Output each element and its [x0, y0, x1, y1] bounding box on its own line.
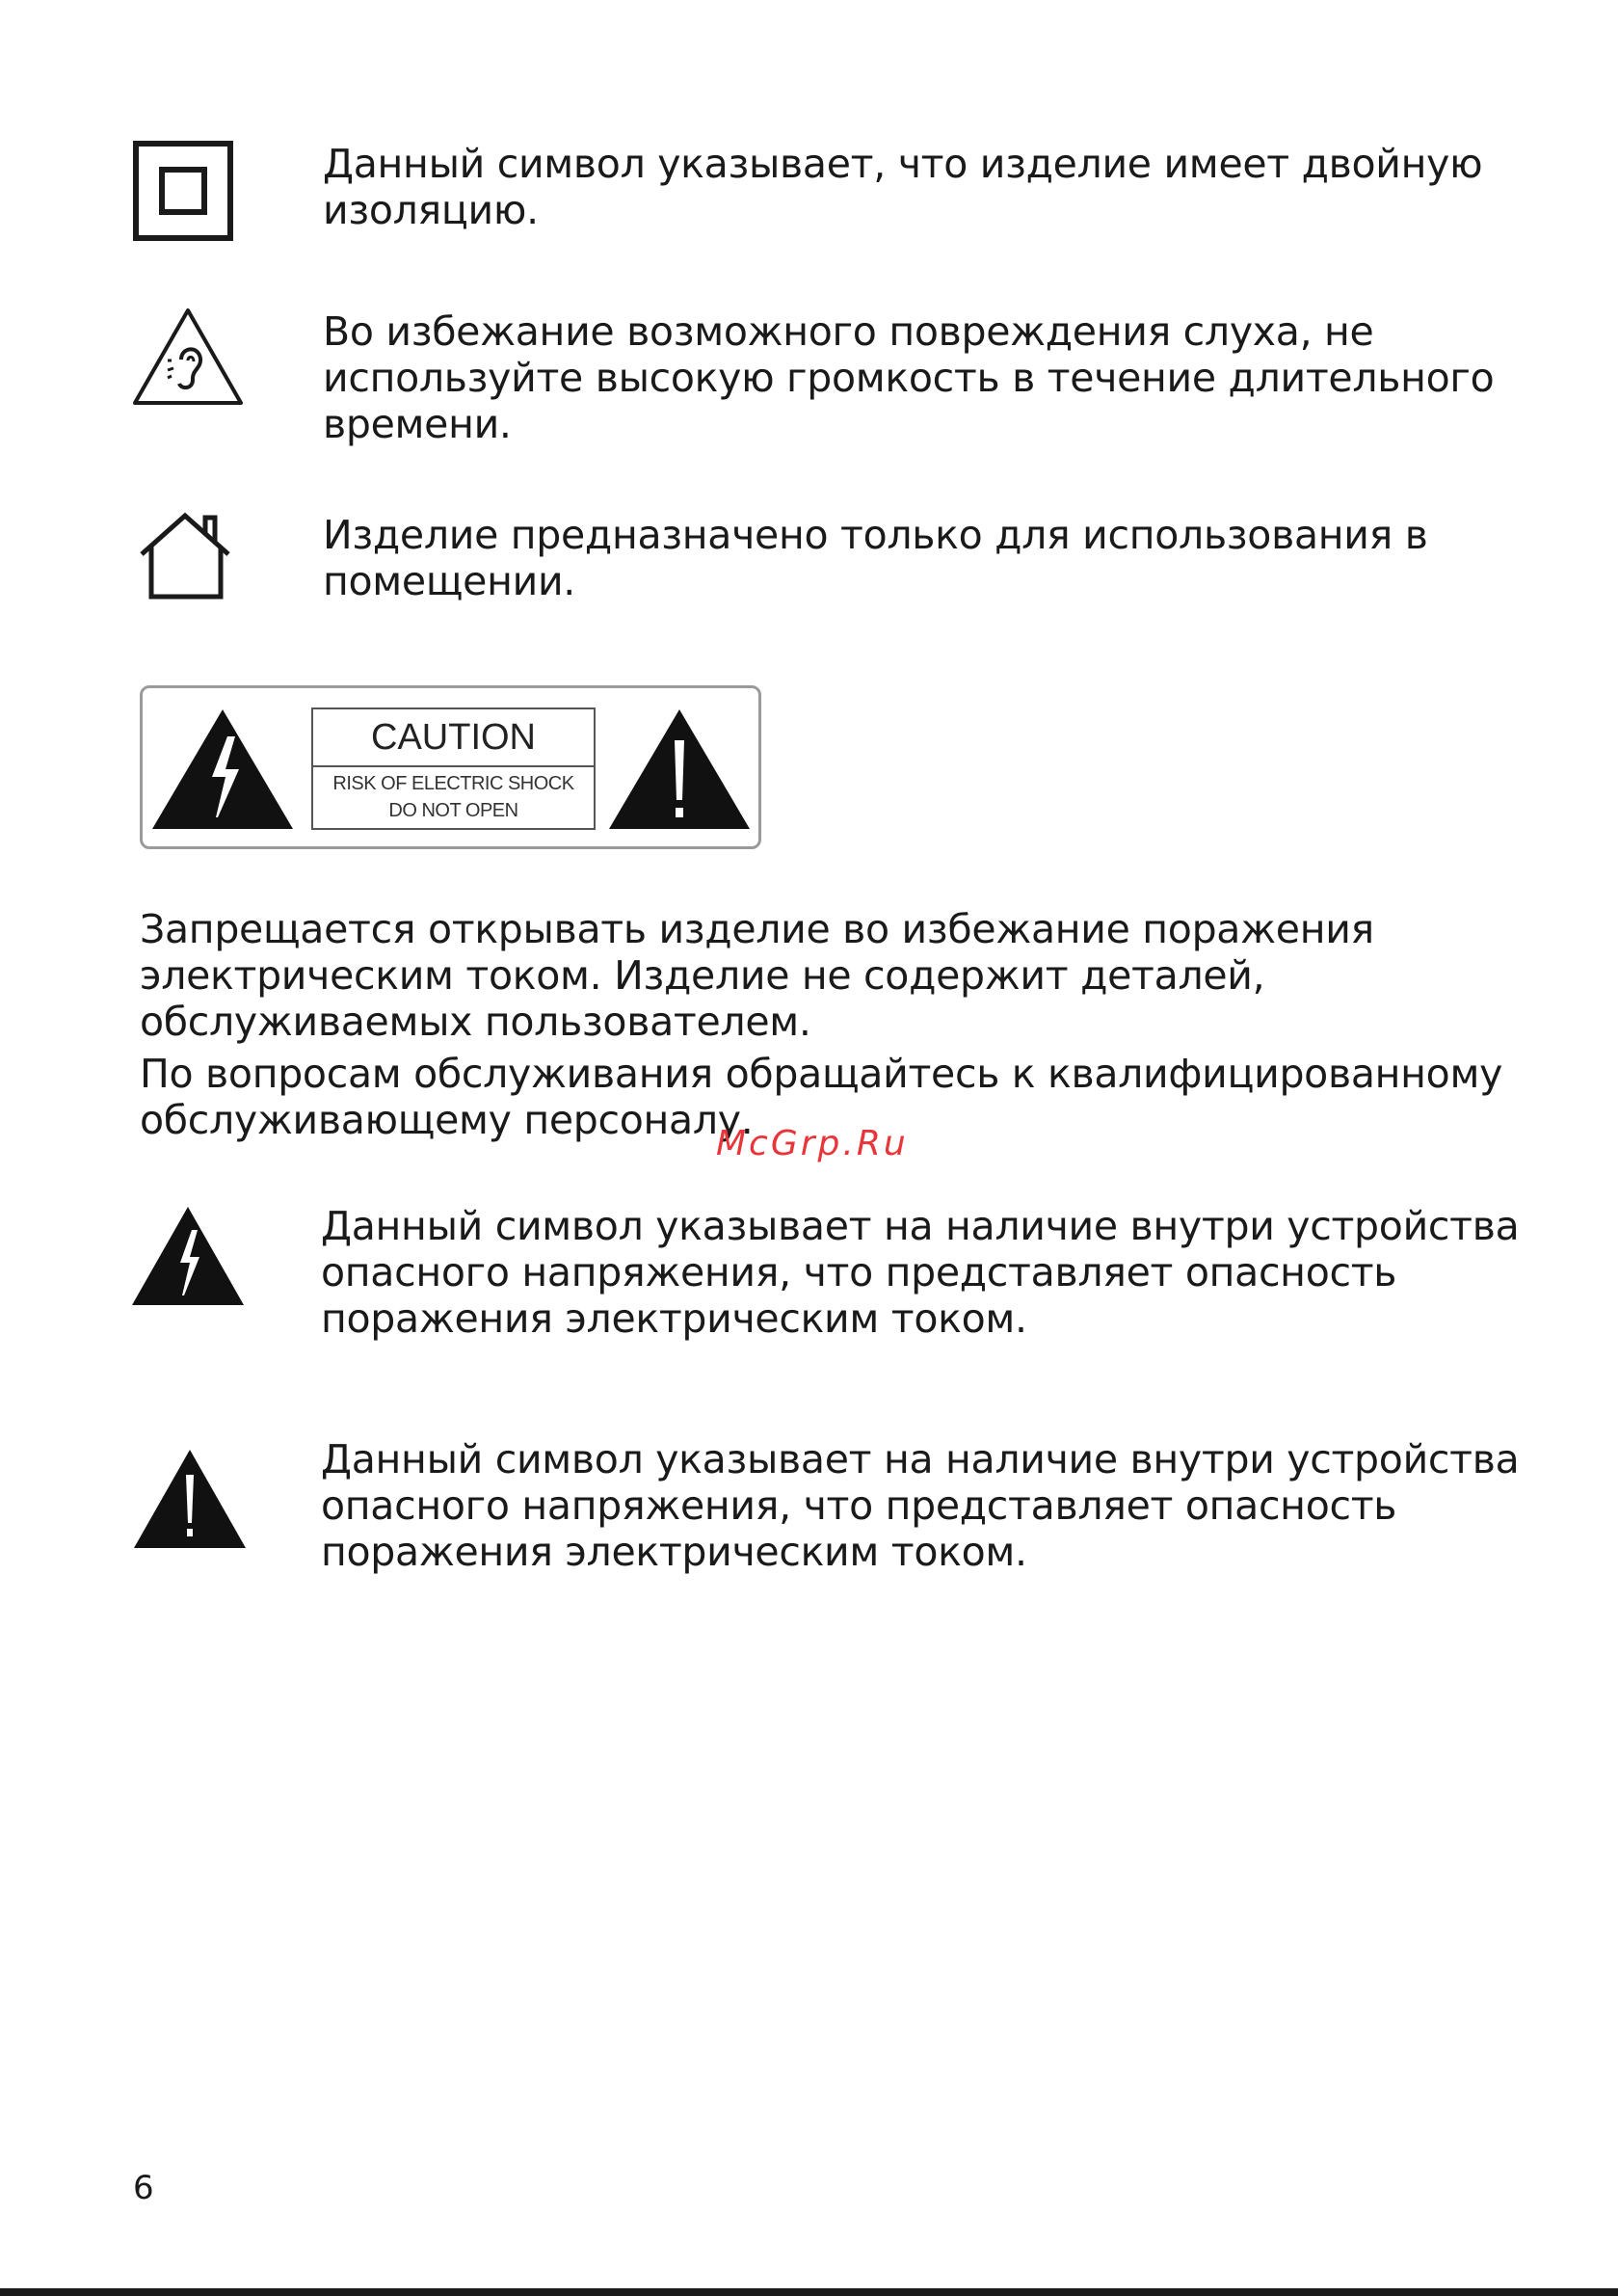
exclamation-triangle-icon: [132, 1448, 248, 1550]
indoor-use-text: Изделие предназначено только для использования в помещении.: [323, 512, 1428, 604]
hearing-warning-text: Во избежание возможного повреждения слуха, не используйте высокую громкость в течение длительного времени.: [323, 308, 1495, 447]
bottom-rule: [0, 2288, 1618, 2296]
lightning-triangle-icon: [130, 1205, 246, 1307]
caution-risk-line: RISK OF ELECTRIC SHOCK: [332, 773, 574, 794]
watermark: McGrp.Ru: [716, 1124, 909, 1163]
safety-paragraph-2: По вопросам обслуживания обращайтесь к квалифицированному обслуживающему персоналу.: [140, 1051, 1503, 1143]
lightning-triangle-icon: [150, 707, 295, 831]
caution-title: CAUTION: [371, 717, 536, 758]
exclamation-triangle-icon: [607, 707, 752, 831]
hearing-warning-icon: [131, 307, 245, 407]
indoor-use-house-icon: [138, 512, 232, 601]
caution-divider: [313, 765, 594, 767]
caution-open-line: DO NOT OPEN: [388, 800, 518, 821]
voltage-warning-text: Данный символ указывает на наличие внутри устройства опасного напряжения, что представляет опасность поражения электрическим током.: [321, 1203, 1520, 1342]
safety-paragraph-1: Запрещается открывать изделие во избежание поражения электрическим током. Изделие не содержит деталей, обслуживаемых пользователем.: [140, 906, 1374, 1045]
double-insulation-icon: [133, 141, 233, 241]
double-insulation-text: Данный символ указывает, что изделие имеет двойную изоляцию.: [323, 141, 1483, 233]
page-number: 6: [133, 2169, 154, 2207]
exclamation-warning-text: Данный символ указывает на наличие внутри устройства опасного напряжения, что представляет опасность поражения электрическим током.: [321, 1436, 1520, 1575]
caution-label: [140, 685, 761, 849]
caution-text-box: [311, 707, 596, 830]
